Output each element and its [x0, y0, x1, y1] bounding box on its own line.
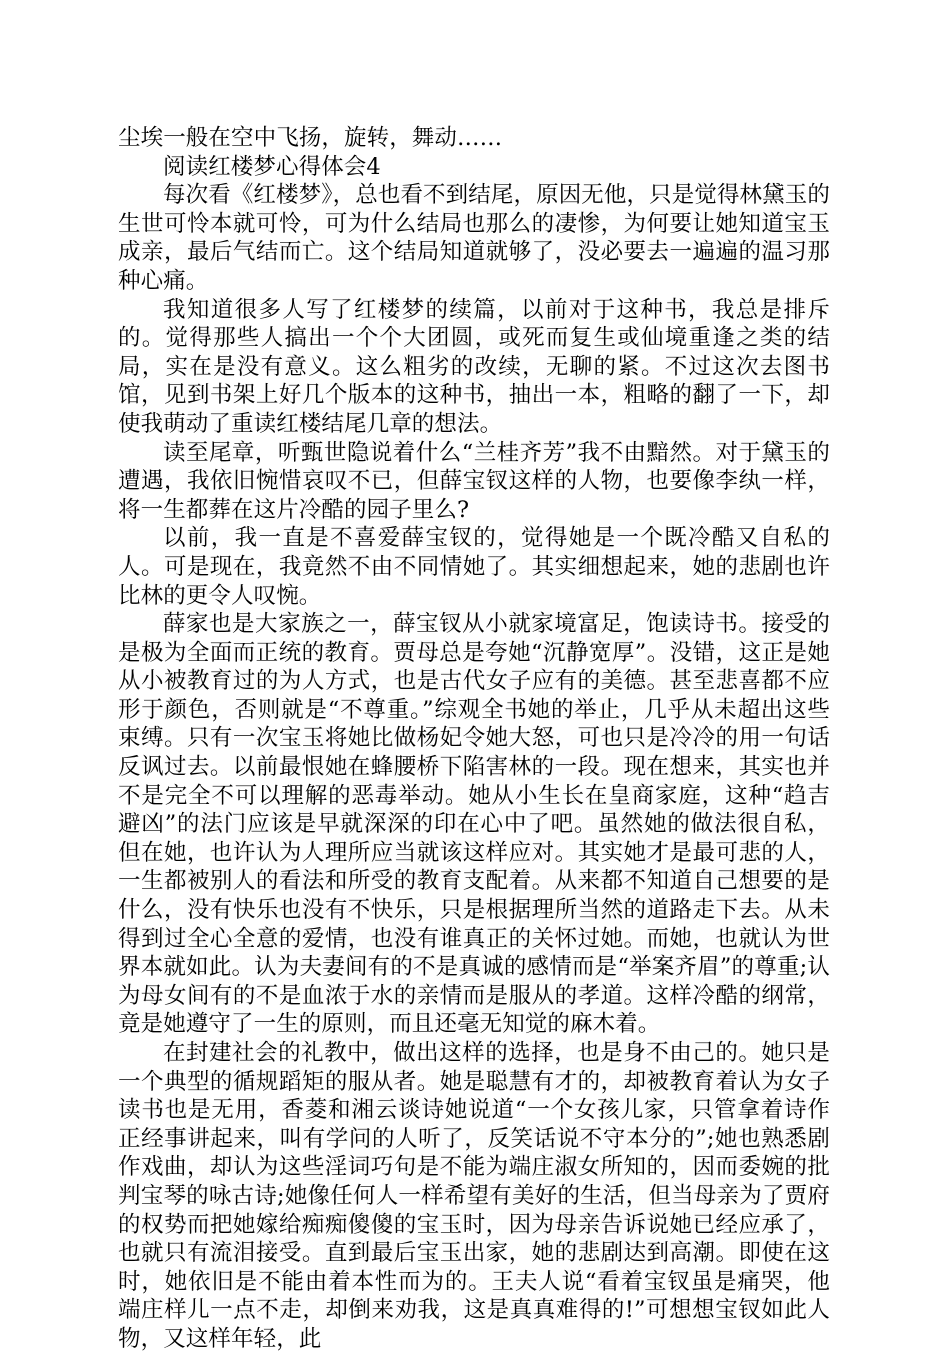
- opening-line: 尘埃一般在空中飞扬，旋转，舞动……: [118, 125, 503, 151]
- section-title: 阅读红楼梦心得体会4: [163, 153, 381, 180]
- paragraph: 读至尾章，听甄世隐说着什么“兰桂齐芳”我不由黯然。对于黛玉的遭遇，我依旧惋惜哀叹不已，但薛宝钗这样的人物，也要像李纨一样，将一生都葬在这片冷酷的园子里么?: [118, 439, 830, 523]
- paragraph: 我知道很多人写了红楼梦的续篇，以前对于这种书，我总是排斥的。觉得那些人搞出一个个大团圆，或死而复生或仙境重逢之类的结局，实在是没有意义。这么粗劣的改续，无聊的紧。不过这次去图书馆，见到书架上好几个版本的这种书，抽出一本，粗略的翻了一下，却使我萌动了重读红楼结尾几章的想法。: [118, 296, 830, 437]
- paragraph: 以前，我一直是不喜爱薛宝钗的，觉得她是一个既冷酷又自私的人。可是现在，我竟然不由不同情她了。其实细想起来，她的悲剧也许比林的更令人叹惋。: [118, 525, 830, 609]
- paragraph: 在封建社会的礼教中，做出这样的选择，也是身不由己的。她只是一个典型的循规蹈矩的服从者。她是聪慧有才的，却被教育着认为女子读书也是无用，香菱和湘云谈诗她说道“一个女孩儿家，只管拿着诗作正经事讲起来，叫有学问的人听了，反笑话说不守本分的”;她也熟悉剧作戏曲，却认为这些淫词巧句是不能为端庄淑女所知的，因而委婉的批判宝琴的咏古诗;她像任何人一样希望有美好的生活，但当母亲为了贾府的权势而把她嫁给痴痴傻傻的宝玉时，因为母亲告诉说她已经应承了，也就只有流泪接受。直到最后宝玉出家，她的悲剧达到高潮。即使在这时，她依旧是不能由着本性而为的。王夫人说“看着宝钗虽是痛哭，他端庄样儿一点不走，却倒来劝我，这是真真难得的!”可想想宝钗如此人物，又这样年轻，此: [118, 1040, 830, 1352]
- document-body: [118, 124, 830, 1354]
- paragraph: 薛家也是大家族之一，薛宝钗从小就家境富足，饱读诗书。接受的是极为全面而正统的教育。贾母总是夸她“沉静宽厚”。没错，这正是她从小被教育过的为人方式，也是古代女子应有的美德。甚至悲喜都不应形于颜色，否则就是“不尊重。”综观全书她的举止，几乎从未超出这些束缚。只有一次宝玉将她比做杨妃令她大怒，可也只是冷冷的用一句话反讽过去。以前最恨她在蜂腰桥下陷害林的一段。现在想来，其实也并不是完全不可以理解的恶毒举动。她从小生长在皇商家庭，这种“趋吉避凶”的法门应该是早就深深的印在心中了吧。虽然她的做法很自私，但在她，也许认为人理所应当就该这样应对。其实她才是最可悲的人，一生都被别人的看法和所受的教育支配着。从来都不知道自己想要的是什么，没有快乐也没有不快乐，只是根据理所当然的道路走下去。从未得到过全心全意的爱情，也没有谁真正的关怀过她。而她，也就认为世界本就如此。认为夫妻间有的不是真诚的感情而是“举案齐眉”的尊重;认为母女间有的不是血浓于水的亲情而是服从的孝道。这样冷酷的纲常，竟是她遵守了一生的原则，而且还毫无知觉的麻木着。: [118, 611, 830, 1038]
- paragraph: 每次看《红楼梦》，总也看不到结尾，原因无他，只是觉得林黛玉的生世可怜本就可怜，可为什么结局也那么的凄惨，为何要让她知道宝玉成亲，最后气结而亡。这个结局知道就够了，没必要去一遍遍的温习那种心痛。: [118, 182, 830, 294]
